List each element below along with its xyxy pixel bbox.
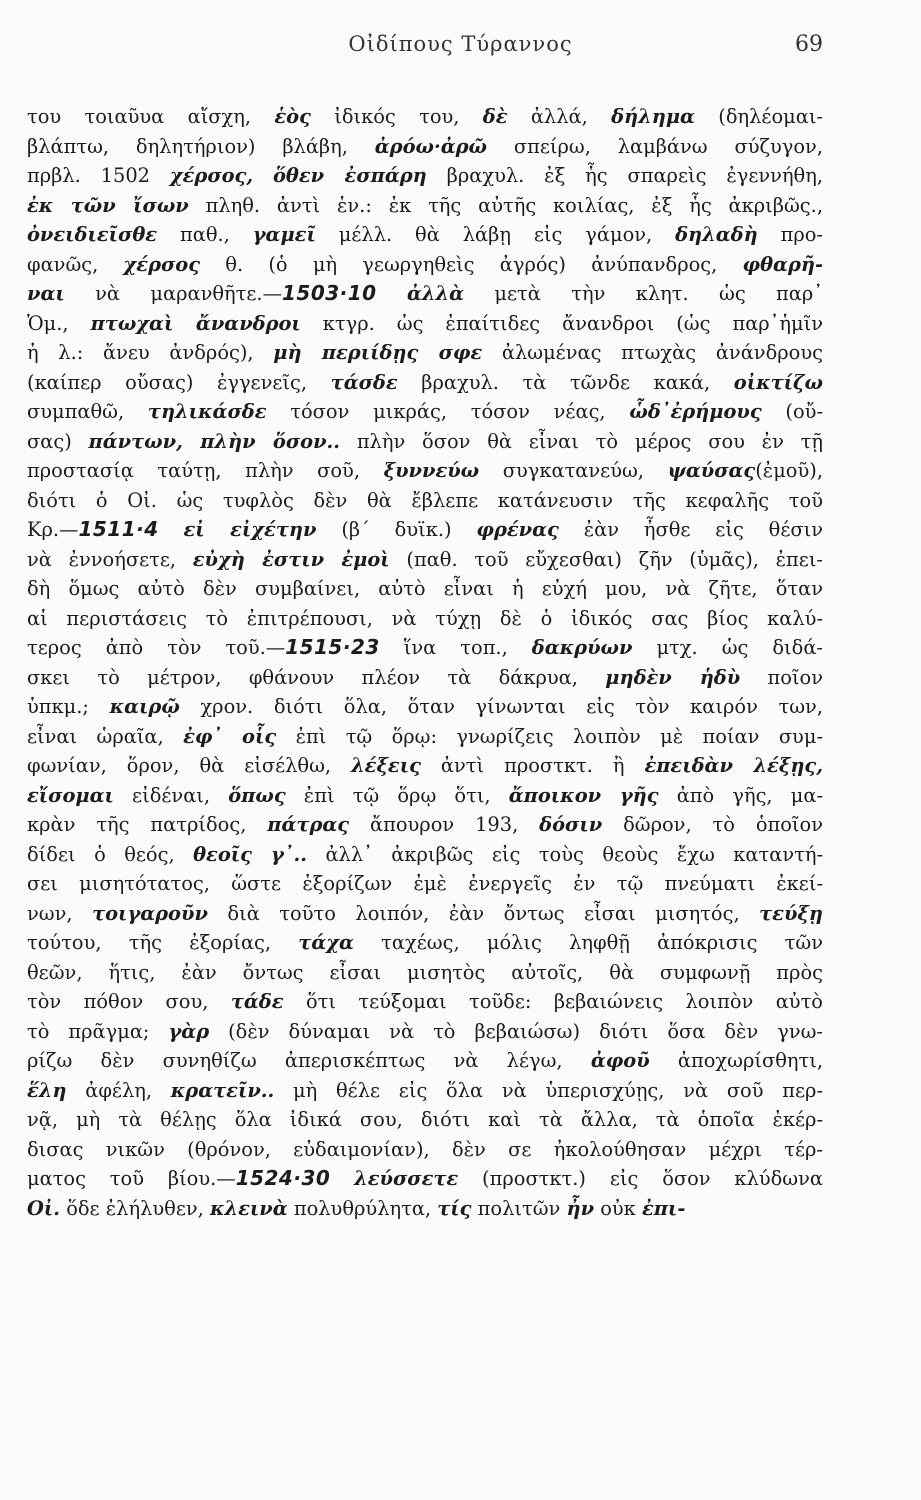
lemma: δὲ: [482, 105, 508, 128]
lemma: ἐκ τῶν ἴσων: [27, 193, 189, 217]
gloss-text: [377, 282, 407, 305]
text-line: [27, 250, 823, 280]
lemma: τάσδε: [330, 370, 398, 394]
gloss-text: δίδει ὁ θεός,: [27, 842, 194, 866]
verse-reference: 1503·10: [282, 281, 377, 305]
gloss-text: κτγρ. ὡς ἐπαίτιδες ἄνανδροι (ὡς παρ᾽ἡμῖν: [300, 311, 823, 335]
gloss-text: διότι ὁ Οἰ. ὡς τυφλὸς δὲν θὰ ἔβλεπε κατάνευσιν τῆς κεφαλῆς τοῦ: [27, 488, 823, 512]
lemma: ἐφ᾽ οἷς: [183, 724, 277, 748]
text-line: [27, 161, 823, 191]
gloss-text: Ὁμ.,: [27, 311, 91, 335]
lemma: ὀνειδιεῖσθε: [27, 223, 158, 246]
gloss-text: (β´ δυϊκ.): [316, 518, 477, 541]
text-line: [27, 751, 823, 781]
lemma: λεύσσετε: [354, 1167, 459, 1190]
text-line: [27, 781, 823, 811]
gloss-text: οὐκ: [594, 1196, 642, 1220]
lemma: τοιγαροῦν: [92, 901, 208, 925]
text-line: [27, 486, 823, 516]
lemma: μηδὲν ἡδὺ: [605, 665, 741, 689]
lemma: φθαρῆ-: [742, 252, 823, 276]
gloss-text: διὰ τοῦτο λοιπόν, ἐὰν ὄντως εἶσαι μισητός,: [207, 901, 760, 925]
verse-reference: 1524·30: [235, 1166, 331, 1190]
gloss-text: τούτου, τῆς ἐξορίας,: [27, 931, 299, 954]
page-number: 69: [795, 32, 823, 57]
gloss-text: (καίπερ οὔσας) ἐγγενεῖς,: [27, 370, 331, 394]
gloss-text: σπείρω, λαμβάνω σύζυγον,: [487, 134, 823, 158]
gloss-text: θεῶν, ἥτις, ἐὰν ὄντως εἶσαι μισητὸς αὐτοῖς, θὰ συμφωνῇ πρὸς: [27, 960, 823, 984]
text-line: [27, 397, 823, 427]
gloss-text: μτχ. ὡς διδά-: [632, 636, 823, 659]
lemma: εἰ εἰχέτην: [183, 518, 317, 541]
gloss-text: μὴ θέλε εἰς ὅλα νὰ ὑπερισχύῃς, νὰ σοῦ περ-: [274, 1078, 823, 1102]
gloss-text: τόσον μικράς, τόσον νέας,: [266, 400, 630, 423]
lemma: ἐπι-: [641, 1196, 686, 1220]
lemma: τεύξῃ: [759, 901, 823, 925]
lemma: ἦν: [566, 1196, 595, 1220]
lemma: τίς: [437, 1196, 472, 1220]
lemma: ἕλη: [27, 1078, 67, 1102]
text-line: [27, 928, 823, 958]
gloss-text: ματος τοῦ βίου.—: [27, 1167, 236, 1190]
gloss-text: ὅδε ἐλήλυθεν,: [60, 1196, 210, 1220]
lemma: δακρύων: [531, 636, 633, 659]
text-line: [27, 1135, 823, 1165]
gloss-text: (προστκτ.) εἰς ὅσον κλύδωνα: [458, 1167, 823, 1190]
lemma: ψαύσας: [667, 459, 756, 482]
text-line: [27, 840, 823, 870]
gloss-text: πλὴν ὅσον θὰ εἶναι τὸ μέρος σου ἐν τῇ: [340, 429, 823, 453]
text-line: [27, 338, 823, 368]
gloss-text: ταχέως, μόλις ληφθῇ ἀπόκρισις τῶν: [353, 931, 823, 954]
lemma: ἀρόω·ἀρῶ: [374, 134, 488, 158]
gloss-text: ἐὰν ἦσθε εἰς θέσιν: [558, 518, 823, 541]
gloss-text: νὰ ἐννοήσετε,: [27, 547, 193, 571]
text-line: [27, 958, 823, 988]
text-line: [27, 1164, 823, 1194]
lemma: γαμεῖ: [252, 223, 316, 246]
gloss-text: δὴ ὅμως αὐτὸ δὲν συμβαίνει, αὐτὸ εἶναι ἡ εὐχή μου, νὰ ζῆτε, ὅταν: [27, 577, 823, 600]
text-line: [27, 1046, 823, 1076]
lemma: ὧδ᾽ἐρήμους: [629, 400, 762, 423]
gloss-text: προστασίᾳ ταύτῃ, πλὴν σοῦ,: [27, 459, 384, 482]
lemma: ὅθεν ἐσπάρη: [273, 164, 427, 187]
gloss-text: δῶρον, τὸ ὁποῖον: [602, 813, 823, 836]
gloss-text: προ-: [757, 223, 823, 246]
gloss-text: ρίζω δὲν συνηθίζω ἀπερισκέπτως νὰ λέγω,: [27, 1049, 591, 1072]
gloss-text: ἀλλά,: [507, 105, 612, 128]
lemma: τηλικάσδε: [147, 400, 267, 423]
lemma: καιρῷ: [109, 695, 180, 718]
gloss-text: τερος ἀπὸ τὸν τοῦ.—: [27, 636, 286, 659]
gloss-text: του τοιαῦυα αἴσχη,: [27, 105, 275, 128]
verse-reference: 1515·23: [285, 635, 380, 659]
gloss-text: μέλλ. θὰ λάβῃ εἰς γάμον,: [315, 223, 676, 246]
gloss-text: δισας νικῶν (θρόνον, εὐδαιμονίαν), δὲν σε ἠκολούθησαν μέχρι τέρ-: [27, 1137, 823, 1161]
gloss-text: κρὰν τῆς πατρίδος,: [27, 813, 268, 836]
lemma: δήλημα: [611, 105, 695, 128]
gloss-text: πολυθρύλητα,: [287, 1196, 438, 1220]
gloss-text: αἱ περιστάσεις τὸ ἐπιτρέπουσι, νὰ τύχῃ δὲ ὁ ἰδικός σας βίος καλύ-: [27, 606, 823, 630]
text-line: [27, 1105, 823, 1135]
gloss-text: νᾷ, μὴ τὰ θέλῃς ὅλα ἰδικά σου, διότι καὶ τὰ ἄλλα, τὰ ὁποῖα ἐκέρ-: [27, 1108, 823, 1131]
lemma: τάδε: [230, 990, 284, 1013]
text-line: [27, 899, 823, 929]
text-line: [27, 869, 823, 899]
gloss-text: (οὔ-: [761, 400, 823, 423]
gloss-text: ποῖον: [740, 665, 823, 689]
gloss-text: βλάπτω, δηλητήριον) βλάβη,: [27, 134, 375, 158]
lemma: χέρσος,: [169, 164, 254, 187]
lemma: δόσιν: [539, 813, 603, 836]
running-title: Οἰδίπους Τύραννος: [348, 32, 573, 56]
text-line: [27, 309, 823, 339]
text-line: [27, 1076, 823, 1106]
text-line: [27, 220, 823, 250]
gloss-text: ἐπὶ τῷ ὅρῳ: γνωρίζεις λοιπὸν μὲ ποίαν συμ-: [276, 724, 823, 748]
text-line: [27, 102, 823, 132]
gloss-text: ἀλωμένας πτωχὰς ἀνάνδρους: [482, 341, 823, 364]
text-line: [27, 545, 823, 575]
lemma: ἀφοῦ: [590, 1049, 650, 1072]
lemma: μὴ περιίδῃς σφε: [273, 341, 483, 364]
gloss-text: (δὲν δύναμαι νὰ τὸ βεβαιώσω) διότι ὅσα δὲν γνω-: [209, 1019, 823, 1043]
gloss-text: παθ.,: [157, 223, 253, 246]
text-line: [27, 368, 823, 398]
lemma: εὐχὴ ἐστιν ἐμοὶ: [192, 547, 390, 571]
lemma: ὅπως: [228, 783, 286, 807]
lemma: χέρσος: [123, 252, 201, 276]
text-line: [27, 1194, 823, 1224]
gloss-text: πρβλ. 1502: [27, 164, 170, 187]
gloss-text: μετὰ τὴν κλητ. ὡς παρ᾽: [464, 282, 823, 305]
lemma: ἐπειδὰν λέξῃς,: [644, 754, 823, 777]
text-line: [27, 574, 823, 604]
text-line: [27, 279, 823, 309]
verse-reference: 1511·4: [78, 517, 159, 541]
text-line: [27, 427, 823, 457]
gloss-text: βραχυλ. τὰ τῶνδε κακά,: [397, 370, 734, 394]
lemma: ἄποικον γῆς: [508, 783, 659, 807]
gloss-text: φωνίαν, ὅρον, θὰ εἰσέλθω,: [27, 754, 352, 777]
gloss-text: πληθ. ἀντὶ ἑν.: ἐκ τῆς αὐτῆς κοιλίας, ἐξ ἧς ἀκριβῶς.,: [188, 193, 823, 217]
running-head: [0, 32, 921, 62]
lemma: δηλαδὴ: [675, 223, 758, 246]
gloss-text: ἄπουρον 193,: [349, 813, 540, 836]
lemma: λέξεις: [351, 754, 421, 777]
gloss-text: ἀλλ᾽ ἀκριβῶς εἰς τοὺς θεοὺς ἔχω καταντή-: [307, 842, 823, 866]
gloss-text: νὰ μαρανθῆτε.—: [64, 282, 282, 305]
text-line: [27, 456, 823, 486]
gloss-text: σει μισητότατος, ὥστε ἐξορίζων ἐμὲ ἐνεργεῖς ἐν τῷ πνεύματι ἐκεί-: [27, 872, 823, 895]
gloss-text: πολιτῶν: [471, 1196, 567, 1220]
gloss-text: φανῶς,: [27, 252, 124, 276]
lemma: θεοῖς γ᾽..: [193, 842, 307, 866]
gloss-text: νων,: [27, 901, 93, 925]
gloss-text: χρον. διότι ὅλα, ὅταν γίνωνται εἰς τὸν καιρόν των,: [179, 695, 823, 718]
gloss-text: ἡ λ.: ἄνευ ἀνδρός),: [27, 341, 274, 364]
lemma: ἑὸς: [274, 105, 311, 128]
lemma: ναι: [27, 282, 65, 305]
gloss-text: [159, 518, 184, 541]
gloss-text: (ἐμοῦ),: [755, 459, 823, 482]
text-line: [27, 515, 823, 545]
lemma: γὰρ: [168, 1019, 210, 1043]
lemma: Οἰ.: [27, 1196, 61, 1220]
commentary-text: [27, 102, 823, 1223]
text-line: [27, 692, 823, 722]
lemma: πτωχαὶ ἄνανδροι: [90, 311, 301, 335]
gloss-text: Κρ.—: [27, 518, 79, 541]
text-line: [27, 722, 823, 752]
text-line: [27, 987, 823, 1017]
text-line: [27, 132, 823, 162]
lemma: οἰκτίζω: [733, 370, 823, 394]
lemma: εἴσομαι: [27, 783, 114, 807]
lemma: κρατεῖν..: [170, 1078, 275, 1102]
gloss-text: ἰδικός του,: [310, 105, 483, 128]
text-line: [27, 633, 823, 663]
gloss-text: τὸν πόθον σου,: [27, 990, 231, 1013]
gloss-text: ἀφέλη,: [66, 1078, 171, 1102]
gloss-text: εἶναι ὡραῖα,: [27, 724, 184, 748]
gloss-text: εἰδέναι,: [113, 783, 229, 807]
lemma: κλεινὰ: [209, 1196, 288, 1220]
lemma: φρένας: [476, 518, 559, 541]
gloss-text: [330, 1167, 354, 1190]
gloss-text: θ. (ὁ μὴ γεωργηθεὶς ἀγρός) ἀνύπανδρος,: [200, 252, 743, 276]
gloss-text: [253, 164, 273, 187]
gloss-text: ἐπὶ τῷ ὅρῳ ὅτι,: [285, 783, 509, 807]
text-line: [27, 1017, 823, 1047]
gloss-text: σας): [27, 429, 89, 453]
lemma: πάτρας: [267, 813, 350, 836]
gloss-text: συγκατανεύω,: [479, 459, 668, 482]
gloss-text: ὅτι τεύξομαι τοῦδε: βεβαιώνεις λοιπὸν αὐτὸ: [283, 990, 823, 1013]
gloss-text: ὑπκμ.;: [27, 695, 110, 718]
gloss-text: ἀπὸ γῆς, μα-: [658, 783, 823, 807]
gloss-text: τὸ πρᾶγμα;: [27, 1019, 169, 1043]
gloss-text: (παθ. τοῦ εὔχεσθαι) ζῆν (ὑμᾶς), ἐπει-: [389, 547, 823, 571]
lemma: ἀλλὰ: [406, 282, 465, 305]
lemma: ξυννεύω: [383, 459, 480, 482]
lemma: πάντων, πλὴν ὅσον..: [88, 429, 341, 453]
gloss-text: βραχυλ. ἐξ ἧς σπαρεὶς ἐγεννήθη,: [426, 164, 823, 187]
text-line: [27, 191, 823, 221]
text-line: [27, 663, 823, 693]
gloss-text: ἀντὶ προστκτ. ἢ: [420, 754, 645, 777]
text-line: [27, 810, 823, 840]
text-line: [27, 604, 823, 634]
gloss-text: σκει τὸ μέτρον, φθάνουν πλέον τὰ δάκρυα,: [27, 665, 606, 689]
gloss-text: ἵνα τοπ.,: [379, 636, 532, 659]
gloss-text: (δηλέομαι-: [694, 105, 823, 128]
gloss-text: συμπαθῶ,: [27, 400, 148, 423]
gloss-text: ἀποχωρίσθητι,: [649, 1049, 823, 1072]
lemma: τάχα: [298, 931, 354, 954]
